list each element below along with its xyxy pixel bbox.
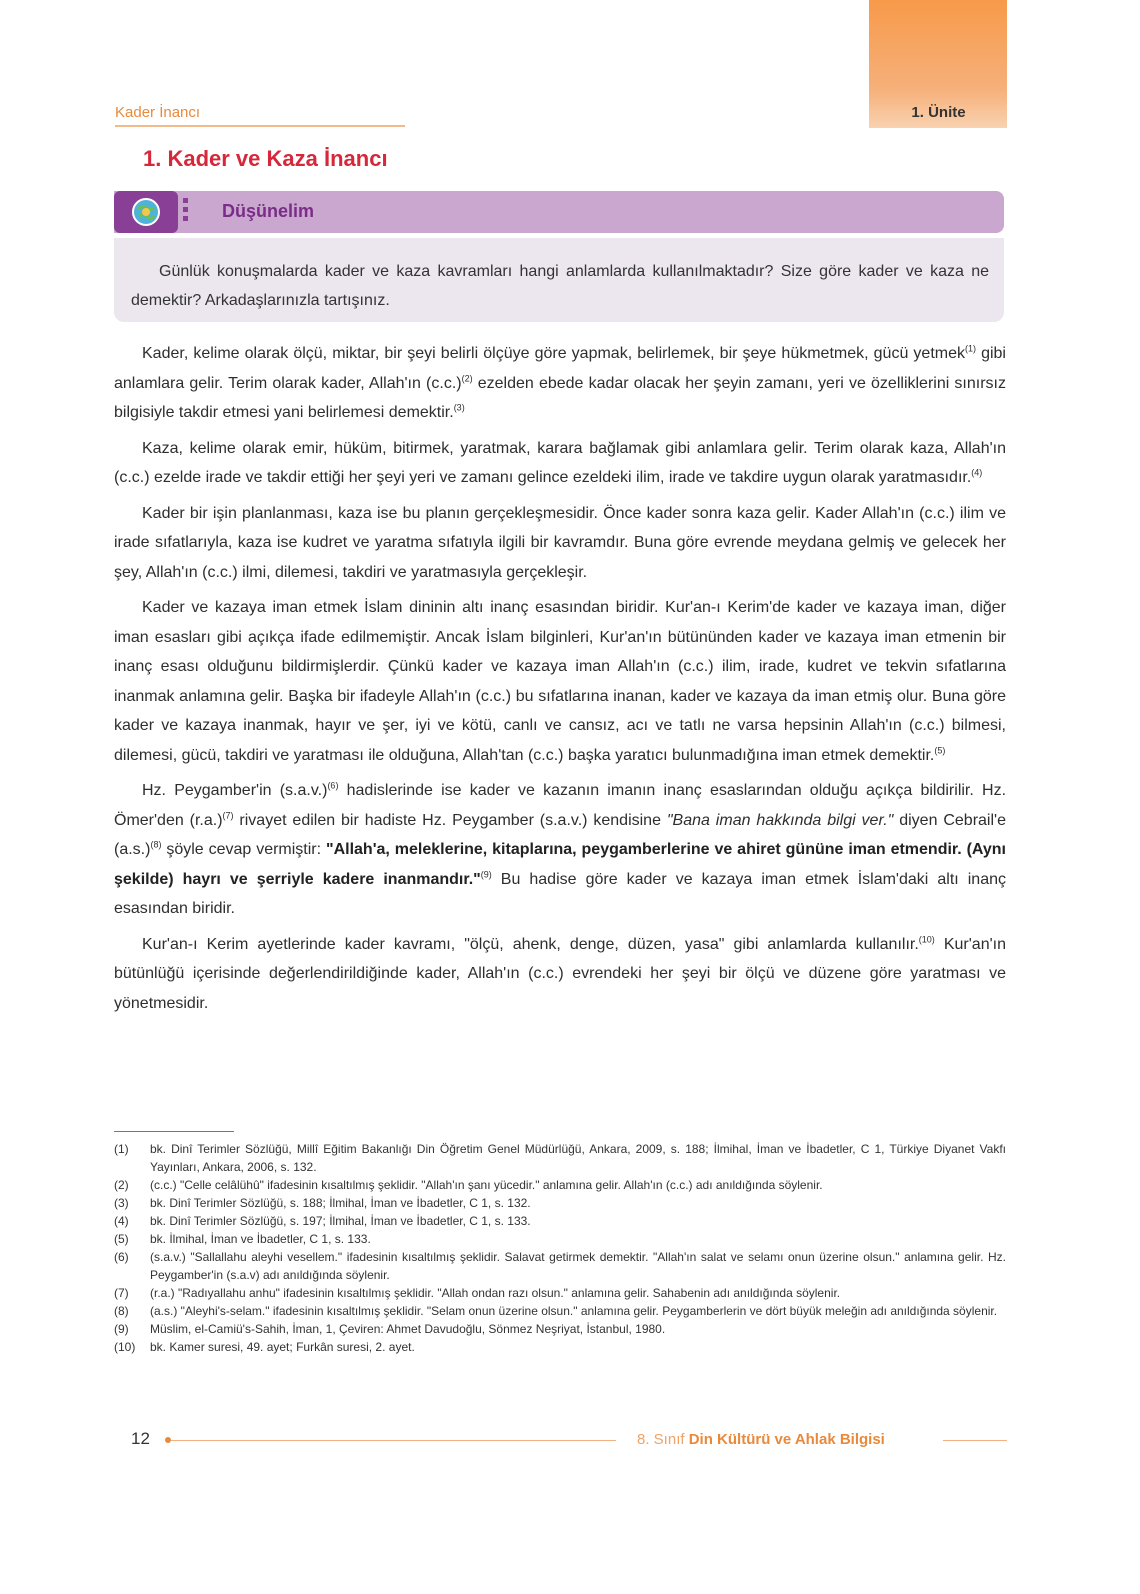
footnote-ref: (9) [480, 869, 492, 880]
header-topic: Kader İnancı [115, 104, 201, 121]
footnote-item: (2) (c.c.) "Celle celâlühû" ifadesinin kısaltılmış şeklidir. "Allah'ın şanı yücedir." anlamına gelir. Allah'ın (c.c.) adı anıldığında söylenir. [114, 1178, 823, 1192]
footer-rule [943, 1440, 1007, 1441]
footnote-item: (8) (a.s.) "Aleyhi's-selam." ifadesinin kısaltılmış şeklidir. "Selam onun üzerine olsun." anlamına gelir. Peygamberlerin ve dört büyük meleğin adı anıldığında söylenir. [114, 1304, 998, 1318]
think-box-title: Düşünelim [222, 201, 315, 221]
footnote-item: (9) Müslim, el-Camiü's-Sahih, İman, 1, Çeviren: Ahmet Davudoğlu, Sönmez Neşriyat, İstanbul, 1980. [114, 1322, 666, 1336]
paragraph-hadis: Hz. Peygamber'in $(s.a.v.)^{(6)}$ hadislerinde ise kader ve kazanın imanın inanç esaslarından olduğu açıkça bildirilir. Hz. Ömer'den $(r.a.)^{(7)}$ rivayet edilen bir hadiste Hz. Peygamber (s.a.v.) kendisine "Bana iman hakkında bilgi ver." diyen Cebrail'e $(a.s.)^{(8)}$ şöyle cevap vermiştir: "Allah'a, meleklerine, kitaplarına, peygamberlerine ve ahiret gününe iman etmendir. (Aynı şekilde) hayrı ve şerriyle kadere inanmandır."$^{(9)}$ Bu hadise göre kader ve kazaya iman etmek İslam'daki altı inanç esasından biridir. [114, 780, 1007, 917]
footnote-ref: (8) [150, 839, 162, 850]
main-text [114, 339, 1006, 1024]
footnote-ref: (3) [453, 402, 465, 413]
footnote-item: (6) (s.a.v.) "Sallallahu aleyhi vesellem." ifadesinin kısaltılmış şeklidir. Salavat getirmek demektir. "Allah'ın salat ve selamı onun üzerine olsun." anlamına gelir. Hz. Peygamber'in (s.a.v) adı anıldığında söylenir. [114, 1250, 1006, 1282]
footer-book-title: 8. Sınıf Din Kültürü ve Ahlak Bilgisi [637, 1431, 885, 1448]
footnote-ref: (2) [461, 373, 473, 384]
footnote-ref: (6) [327, 780, 339, 791]
footnote-ref: (4) [971, 467, 983, 478]
discussion-globe-icon [114, 191, 178, 233]
footnote-item: (4) bk. Dinî Terimler Sözlüğü, s. 197; İlmihal, İman ve İbadetler, C 1, s. 133. [114, 1214, 531, 1228]
footnote-item: (7) (r.a.) "Radıyallahu anhu" ifadesinin kısaltılmış şeklidir. "Allah ondan razı olsun." anlamına gelir. Sahabenin adı anıldığında söylenir. [114, 1286, 841, 1300]
paragraph-ayet: Kur'an-ı Kerim ayetlerinde kader kavramı, "ölçü, ahenk, denge, düzen, yasa" gibi anlamlarda kullanılır.$^{(10)}$ Kur'an'ın bütünlüğü içerisinde değerlendirildiğinde kader, Allah'ın (c.c.) evrendeki her şeyi bir ölçü ve düzene göre yaratması ve yönetmesidir. [114, 934, 1006, 1012]
paragraph-kader-kaza: Kader bir işin planlanması, kaza ise bu planın gerçekleşmesidir. Önce kader sonra kaza gelir. Kader Allah'ın (c.c.) ilim ve irade sıfatlarıyla, kaza ise kudret ve yaratma sıfatıyla ilgili bir kavramdır. Buna göre evrende meydana gelmiş ve gelecek her şey, Allah'ın (c.c.) ilmi, dilemesi, takdiri ve yaratmasıyla gerçekleşir. [114, 504, 1006, 581]
footnote-ref: (5) [934, 745, 946, 756]
footnote-ref: (1) [965, 343, 976, 354]
section-title: 1. Kader ve Kaza İnancı [143, 146, 388, 171]
paragraph-kaza: Kaza, kelime olarak emir, hüküm, bitirmek, yaratmak, karara bağlamak gibi anlamlara gelir. Terim olarak kaza, Allah'ın (c.c.) ezelde irade ve takdir ettiği her şeyi yeri ve zamanı gelince ezeldeki ilim, irade ve takdire uygun olarak yaratmasıdır.$^{(4)}$ [114, 439, 1006, 486]
footnote-ref: (7) [222, 810, 234, 821]
think-box-text: Günlük konuşmalarda kader ve kaza kavramları hangi anlamlarda kullanılmaktadır? Size göre kader ve kaza ne demektir? Arkadaşlarınızla tartışınız. [131, 263, 989, 309]
paragraph-kader: Kader, kelime olarak ölçü, miktar, bir şeyi belirli ölçüye göre yapmak, belirlemek, bir şeye hükmetmek, gücü yetmek$^{(1)}$ gibi anlamlara gelir. Terim olarak kader, Allah'ın $(c.c.)^{(2)}$ ezelden ebede kadar olacak her şeyin zamanı, yeri ve özelliklerini sınırsız bilgisiyle takdir etmesi yani belirlemesi demektir.$^{(3)}$ [114, 343, 1006, 421]
footnote-item: (1) bk. Dinî Terimler Sözlüğü, Millî Eğitim Bakanlığı Din Öğretim Genel Müdürlüğü, Ankara, 2009, s. 188; İlmihal, İman ve İbadetler, C 1, Türkiye Diyanet Vakfı Yayınları, Ankara, 2006, s. 132. [114, 1142, 1006, 1174]
page-number: 12 [131, 1429, 150, 1448]
think-dots-decoration [183, 198, 189, 225]
footnote-item: (3) bk. Dinî Terimler Sözlüğü, s. 188; İlmihal, İman ve İbadetler, C 1, s. 132. [114, 1196, 531, 1210]
footnotes [114, 1140, 1006, 1356]
footnote-ref: (10) [918, 934, 935, 945]
footer-rule [171, 1440, 616, 1441]
header-divider [115, 125, 405, 127]
paragraph-iman: Kader ve kazaya iman etmek İslam dininin altı inanç esasından biridir. Kur'an-ı Kerim'de kader ve kazaya iman, diğer iman esasları gibi açıkça ifade edilmemiştir. Ancak İslam bilginleri, Kur'an'ın bütününden kader ve kazaya iman etmenin bir inanç esası olduğunu bildirmişlerdir. Çünkü kader ve kazaya iman Allah'ın (c.c.) ilim, irade, kudret ve tekvin sıfatlarına inanmak anlamına gelir. Başka bir ifadeyle Allah'ın (c.c.) bu sıfatlarına inanan, kader ve kazaya da iman etmiş olur. Buna göre kader ve kazaya inanmak, hayır ve şer, iyi ve kötü, canlı ve cansız, acı ve tatlı ne varsa hepsinin Allah'ın (c.c.) bilmesi, dilemesi, gücü, takdiri ve yaratması ile olduğuna, Allah'tan (c.c.) başka yaratıcı bulunmadığına iman etmek demektir.$^{(5)}$ [114, 599, 1006, 764]
unit-label: 1. Ünite [911, 104, 966, 121]
footnote-item: (5) bk. İlmihal, İman ve İbadetler, C 1, s. 133. [114, 1232, 371, 1246]
footnote-item: (10) bk. Kamer suresi, 49. ayet; Furkân suresi, 2. ayet. [114, 1340, 415, 1354]
footnote-divider [114, 1131, 234, 1132]
